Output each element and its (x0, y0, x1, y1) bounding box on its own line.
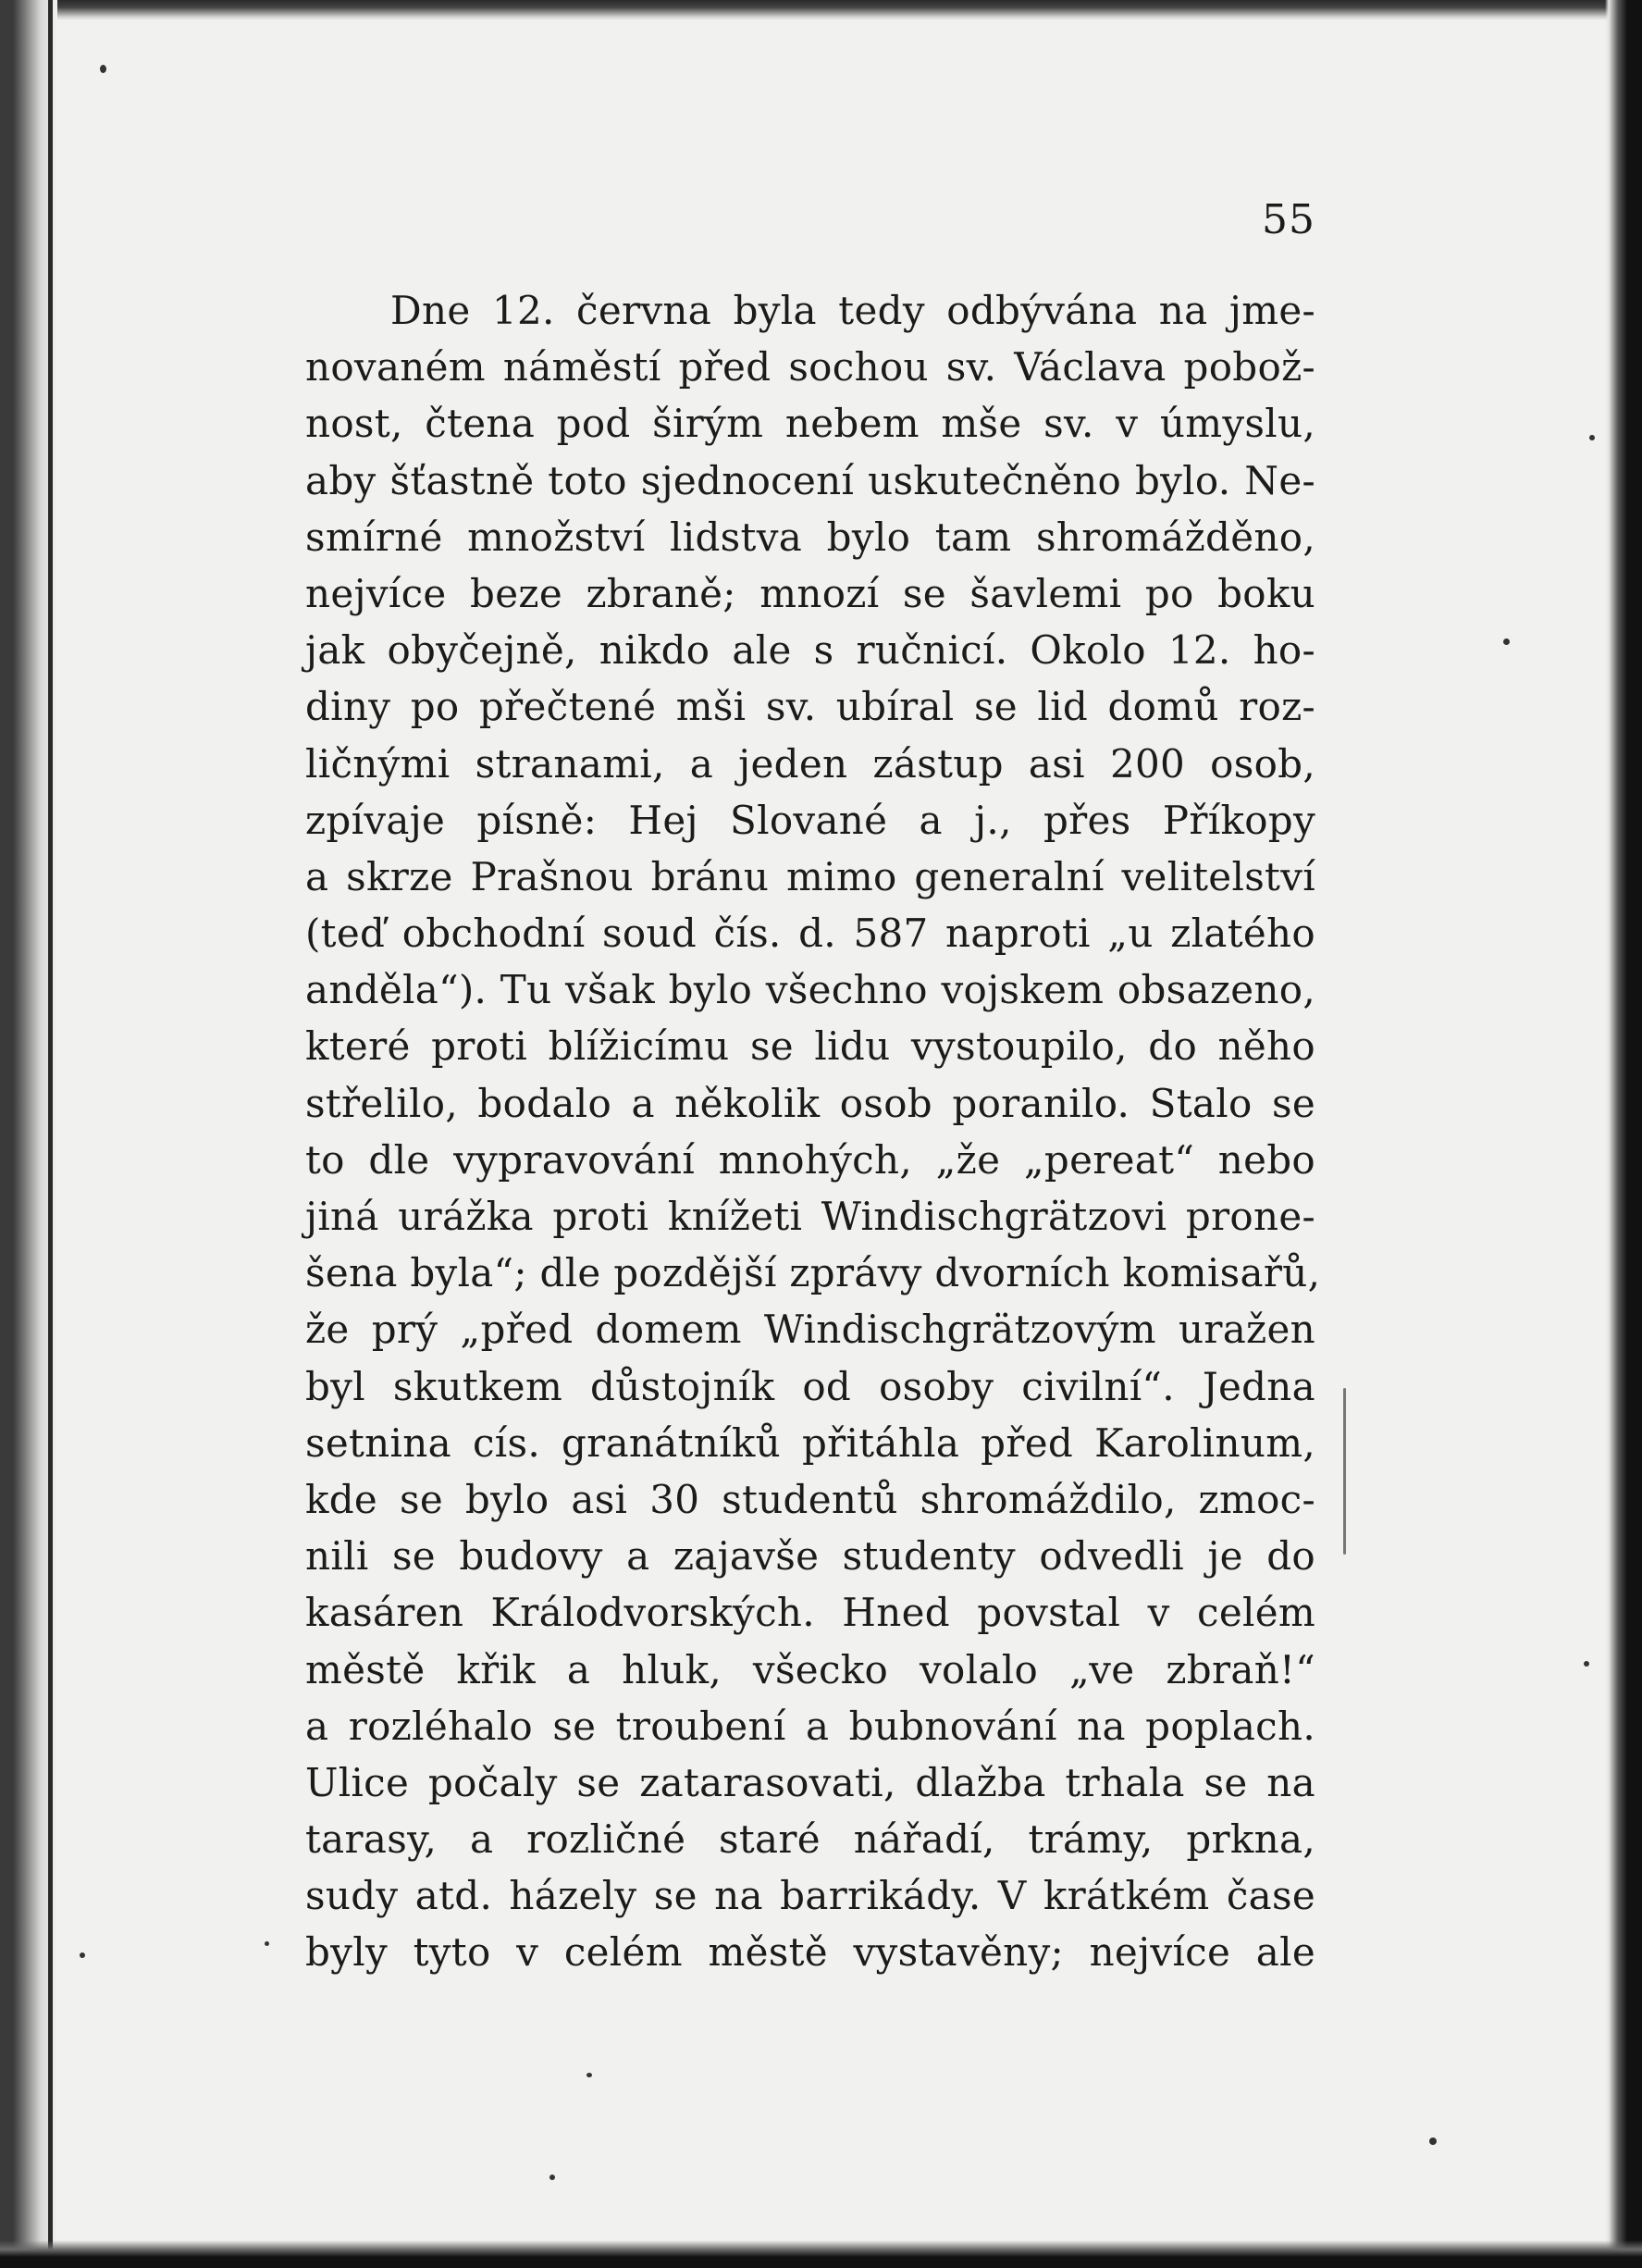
text-line: Dne 12. června byla tedy odbývána na jme- (390, 288, 1315, 333)
text-line: a rozléhalo se troubení a bubnování na poplach. (305, 1703, 1315, 1749)
text-line: setnina cís. granátníků přitáhla před Karolinum, (305, 1419, 1315, 1466)
text-line: nejvíce beze zbraně; mnozí se šavlemi po boku (305, 570, 1315, 616)
scan-speck (1429, 2138, 1437, 2145)
scan-speck (1503, 638, 1510, 645)
text-line: kasáren Králodvorských. Hned povstal v celém (305, 1590, 1315, 1636)
text-line: (teď obchodní soud čís. d. 587 naproti „u zlatého (305, 911, 1315, 957)
text-line: jiná urážka proti knížeti Windischgrätzovi prone- (305, 1194, 1315, 1239)
body-text (305, 282, 1321, 1981)
text-line: nili se budovy a zajavše studenty odvedli je do (305, 1533, 1315, 1580)
text-line: byly tyto v celém městě vystavěny; nejvíce ale (305, 1929, 1315, 1976)
text-line: zpívaje písně: Hej Slované a j., přes Příkopy (305, 797, 1315, 843)
text-line: byl skutkem důstojník od osoby civilní“. Jedna (305, 1363, 1315, 1409)
scan-speck (1584, 1661, 1589, 1667)
text-line: sudy atd. házely se na barrikády. V krátkém čase (305, 1873, 1315, 1919)
text-line: nost, čtena pod širým nebem mše sv. v úmyslu, (305, 401, 1315, 447)
scan-speck (100, 65, 106, 73)
scan-speck (586, 2073, 592, 2077)
text-line: smírné množství lidstva bylo tam shromážděno, (305, 514, 1315, 560)
scan-edge-right (1605, 0, 1642, 2268)
text-line: jak obyčejně, nikdo ale s ručnicí. Okolo 12. ho- (305, 627, 1315, 674)
scan-edge-bottom (0, 2240, 1642, 2268)
text-line: tarasy, a rozličné staré nářadí, trámy, prkna, (305, 1816, 1315, 1863)
text-line: střelilo, bodalo a několik osob poranilo. Stalo se (305, 1080, 1315, 1126)
scan-speck (265, 1941, 269, 1946)
scan-edge-top (0, 0, 1642, 20)
text-line: že prý „před domem Windischgrätzovým uražen (305, 1307, 1315, 1353)
text-line: kde se bylo asi 30 studentů shromáždilo, zmoc- (305, 1476, 1315, 1522)
text-line: a skrze Prašnou bránu mimo generalní velitelství (305, 853, 1315, 899)
scan-speck (549, 2175, 555, 2180)
text-line: Ulice počaly se zatarasovati, dlažba trhala se na (305, 1759, 1315, 1805)
page-number: 55 (1262, 196, 1315, 243)
text-line: anděla“). Tu však bylo všechno vojskem obsazeno, (305, 967, 1315, 1013)
text-line: ličnými stranami, a jeden zástup asi 200 osob, (305, 740, 1315, 787)
text-line: šena byla“; dle pozdější zprávy dvorních komisařů, (305, 1250, 1321, 1296)
text-line: novaném náměstí před sochou sv. Václava pobož- (305, 344, 1315, 390)
scan-speck (1589, 435, 1595, 440)
scan-speck (1343, 1388, 1346, 1555)
text-line: to dle vypravování mnohých, „že „pereat“ nebo (305, 1136, 1315, 1183)
scan-speck (80, 1952, 85, 1958)
text-line: městě křik a hluk, všecko volalo „ve zbraň!“ (305, 1646, 1315, 1692)
text-line: diny po přečtené mši sv. ubíral se lid domů roz- (305, 684, 1315, 730)
binding-line (48, 0, 53, 2268)
text-line: aby šťastně toto sjednocení uskutečněno bylo. Ne- (305, 457, 1315, 503)
text-line: které proti blížicímu se lidu vystoupilo, do něho (305, 1023, 1315, 1070)
